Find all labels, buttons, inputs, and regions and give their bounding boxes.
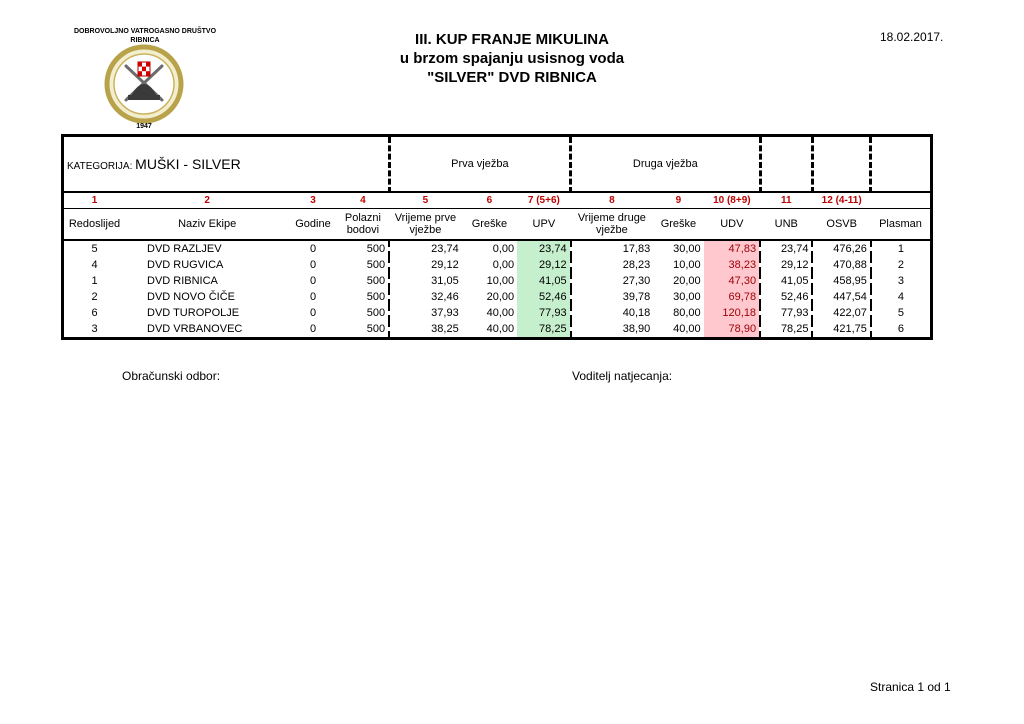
organization-name-line1: DOBROVOLJNO VATROGASNO DRUŠTVO (73, 28, 217, 35)
header-errors2: Greške (653, 209, 703, 241)
table-row (63, 289, 932, 305)
row-start-points: 500 (337, 257, 389, 273)
category-row (63, 136, 932, 193)
row-osvb: 458,95 (812, 273, 870, 289)
row-errors2: 30,00 (673, 291, 701, 303)
header-start-points: Polazni bodovi (337, 209, 389, 241)
header-time2: Vrijeme druge vježbe (571, 209, 654, 241)
document-title (362, 30, 662, 87)
column-number: 6 (462, 192, 517, 209)
title-line3: "SILVER" DVD RIBNICA (427, 69, 597, 86)
title-line1: III. KUP FRANJE MIKULINA (415, 31, 609, 48)
row-osvb: 476,26 (812, 240, 870, 257)
row-start-points: 500 (337, 321, 389, 339)
row-upv: 29,12 (517, 257, 570, 273)
page-number: Stranica 1 od 1 (870, 680, 951, 694)
row-team: DVD VRBANOVEC (147, 323, 243, 335)
row-team: DVD RIBNICA (147, 275, 218, 287)
column-number: 7 (5+6) (517, 192, 570, 209)
title-line2: u brzom spajanju usisnog voda (399, 50, 625, 67)
row-team: DVD RUGVICA (147, 259, 224, 271)
row-team: DVD TUROPOLJE (147, 307, 240, 319)
results-body (63, 240, 932, 339)
category-label: KATEGORIJA: (67, 161, 133, 172)
column-number: 8 (571, 192, 654, 209)
row-time1: 32,46 (431, 291, 459, 303)
table-row (63, 257, 932, 273)
row-upv: 78,25 (517, 321, 570, 339)
row-years: 0 (309, 275, 317, 287)
row-years: 0 (309, 307, 317, 319)
organization-name-line2: RIBNICA (130, 37, 160, 44)
column-number: 10 (8+9) (704, 192, 760, 209)
header-errors1: Greške (462, 209, 517, 241)
row-time2: 27,30 (622, 275, 651, 287)
first-exercise-heading: Prva vježba (389, 136, 570, 193)
table-row (63, 305, 932, 321)
second-exercise-heading: Druga vježba (571, 136, 760, 193)
header-udv: UDV (704, 209, 760, 241)
row-order: 4 (91, 259, 98, 271)
header-unb: UNB (760, 209, 812, 241)
header-osvb: OSVB (812, 209, 870, 241)
category-spacer (871, 136, 932, 193)
row-errors1: 10,00 (486, 275, 515, 287)
row-years: 0 (309, 291, 317, 303)
document-date: 18.02.2017. (880, 30, 944, 44)
table-row (63, 273, 932, 289)
row-years: 0 (309, 243, 317, 255)
category-spacer (812, 136, 870, 193)
row-upv: 77,93 (517, 305, 570, 321)
row-osvb: 447,54 (812, 289, 870, 305)
column-header-row (63, 209, 932, 241)
row-unb: 78,25 (760, 321, 812, 339)
row-udv: 38,23 (704, 257, 760, 273)
header-time1: Vrijeme prve vježbe (389, 209, 462, 241)
row-start-points: 500 (337, 273, 389, 289)
table-row (63, 321, 932, 339)
row-unb: 29,12 (760, 257, 812, 273)
table-row (63, 240, 932, 257)
row-team: DVD NOVO ČIČE (147, 291, 236, 303)
founding-year: 1947 (136, 123, 152, 130)
row-udv: 47,83 (704, 240, 760, 257)
row-time1: 37,93 (431, 307, 459, 319)
row-years: 0 (309, 323, 317, 335)
row-unb: 77,93 (760, 305, 812, 321)
row-time2: 17,83 (622, 243, 651, 255)
row-errors2: 30,00 (673, 243, 701, 255)
column-number-row (63, 192, 932, 209)
row-order: 6 (91, 307, 98, 319)
row-upv: 23,74 (517, 240, 570, 257)
header-order: Redoslijed (63, 209, 126, 241)
row-errors1: 40,00 (486, 307, 515, 319)
row-time1: 38,25 (431, 323, 459, 335)
row-udv: 78,90 (704, 321, 760, 339)
row-time1: 23,74 (431, 243, 459, 255)
column-number: 12 (4-11) (812, 192, 870, 209)
row-order: 3 (91, 323, 98, 335)
column-number: 3 (289, 192, 336, 209)
row-place: 6 (897, 323, 905, 335)
row-upv: 41,05 (517, 273, 570, 289)
column-number: 2 (125, 192, 289, 209)
column-number: 9 (653, 192, 703, 209)
row-errors1: 20,00 (486, 291, 515, 303)
row-time2: 38,90 (622, 323, 651, 335)
row-errors1: 0,00 (492, 243, 515, 255)
leader-signature-label: Voditelj natjecanja: (572, 369, 673, 383)
column-number: 11 (760, 192, 812, 209)
column-number: 4 (337, 192, 389, 209)
row-unb: 52,46 (760, 289, 812, 305)
row-udv: 120,18 (704, 305, 760, 321)
row-time2: 40,18 (622, 307, 651, 319)
row-upv: 52,46 (517, 289, 570, 305)
row-errors2: 10,00 (673, 259, 701, 271)
committee-signature-label: Obračunski odbor: (122, 369, 221, 383)
row-errors1: 0,00 (492, 259, 515, 271)
row-start-points: 500 (337, 289, 389, 305)
row-order: 1 (91, 275, 98, 287)
row-osvb: 421,75 (812, 321, 870, 339)
row-place: 5 (897, 307, 905, 319)
row-errors1: 40,00 (486, 323, 515, 335)
category-value: MUŠKI - SILVER (135, 156, 241, 172)
column-number: 1 (63, 192, 126, 209)
organization-name (60, 27, 230, 45)
row-team: DVD RAZLJEV (147, 243, 222, 255)
row-time2: 28,23 (622, 259, 651, 271)
results-table (61, 134, 933, 340)
row-time2: 39,78 (622, 291, 651, 303)
row-errors2: 80,00 (673, 307, 701, 319)
category-cell (63, 136, 390, 193)
row-udv: 47,30 (704, 273, 760, 289)
row-unb: 23,74 (760, 240, 812, 257)
row-place: 2 (897, 259, 905, 271)
row-order: 5 (91, 243, 98, 255)
row-years: 0 (309, 259, 317, 271)
header-place: Plasman (871, 209, 932, 241)
row-order: 2 (91, 291, 98, 303)
row-start-points: 500 (337, 305, 389, 321)
header-team: Naziv Ekipe (125, 209, 289, 241)
column-number-empty (871, 192, 932, 209)
row-unb: 41,05 (760, 273, 812, 289)
row-time1: 31,05 (431, 275, 459, 287)
fire-brigade-emblem-icon (104, 44, 184, 124)
row-place: 4 (897, 291, 905, 303)
row-start-points: 500 (337, 240, 389, 257)
row-time1: 29,12 (431, 259, 459, 271)
row-osvb: 470,88 (812, 257, 870, 273)
category-spacer (760, 136, 812, 193)
column-number: 5 (389, 192, 462, 209)
row-place: 3 (897, 275, 905, 287)
row-place: 1 (897, 243, 905, 255)
header-years: Godine (289, 209, 336, 241)
row-errors2: 40,00 (673, 323, 701, 335)
row-errors2: 20,00 (673, 275, 701, 287)
row-udv: 69,78 (704, 289, 760, 305)
row-osvb: 422,07 (812, 305, 870, 321)
header-upv: UPV (517, 209, 570, 241)
